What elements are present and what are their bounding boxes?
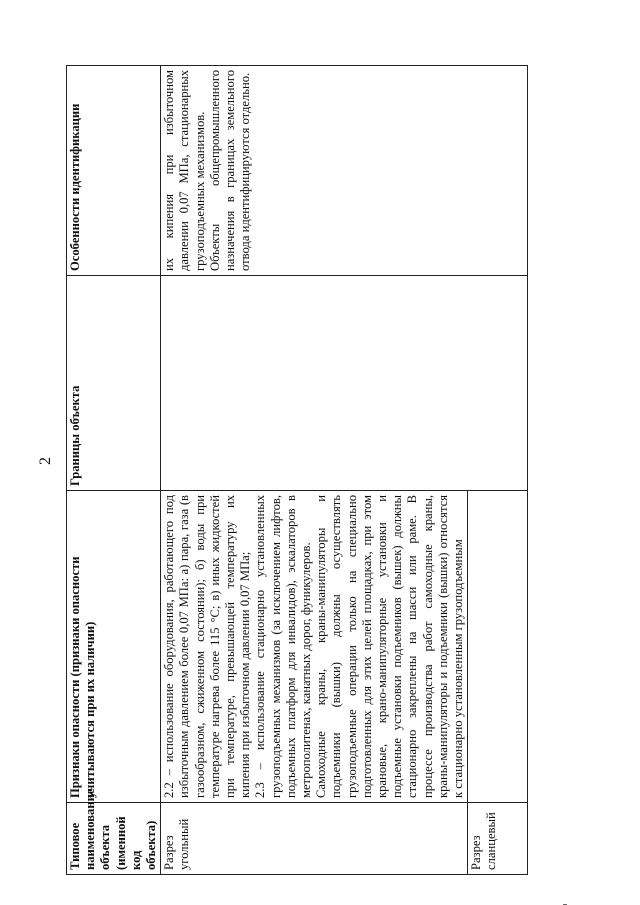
header-object-name: Типовое наименование объекта (именной код объекта) <box>67 803 161 875</box>
header-hazard-signs: Признаки опасности (признаки опасности учитываются при их наличии) <box>67 491 161 803</box>
document-table <box>66 66 528 875</box>
cell-object-name: Разрез угольный <box>161 803 468 875</box>
cell-object-bounds <box>161 276 528 491</box>
feature-paragraph: их кипения при избыточном давлении 0,07 МПа, стационарных грузоподъемных механизмов. <box>162 70 207 271</box>
hazard-paragraph: Самоходные краны, краны-манипуляторы и подъемники (вышки) должны осуществлять грузоподъемные операции только на специально подготовленных для этих целей площадках, при этом крановые, крано-манипуляторные установки и подъемные установки подъемников (вышек) должны стационарно закреплены на шасси или раме. В процессе производства работ самоходные краны, краны-манипуляторы и подъемники (вышки) относятся к стационарно установленным грузоподъемным <box>314 495 466 798</box>
cell-object-name: Разрез сланцевый <box>468 803 528 875</box>
header-identification-features: Особенности идентификации <box>67 66 161 276</box>
hazard-paragraph: 2.2 – использование оборудования, работающего под избыточным давлением более 0,07 МПа: а) пара, газа (в газообразном, сжиженном состоянии); б) воды при температуре нагрева более 115 °С; в) иных жидкостей при температуре, превышающей температуру их кипения при избыточном давлении 0,07 МПа; <box>162 495 253 798</box>
header-object-bounds: Границы объекта <box>67 276 161 491</box>
hazard-paragraph: 2.3 – использование стационарно установленных грузоподъемных механизмов (за исключением лифтов, подъемных платформ для инвалидов), эскалаторов в метрополитенах, канатных дорог, фуникулеров. <box>253 495 314 798</box>
feature-paragraph: Объекты общепромышленного назначения в границах земельного отвода идентифицируются отдельно. <box>207 70 253 271</box>
table-header-row <box>67 66 161 875</box>
page-number: 2 <box>37 457 54 465</box>
cell-hazard-signs <box>161 491 468 803</box>
cell-identification-features <box>161 66 528 276</box>
cell-hazard-signs-empty <box>468 491 528 803</box>
table-row <box>161 66 468 875</box>
